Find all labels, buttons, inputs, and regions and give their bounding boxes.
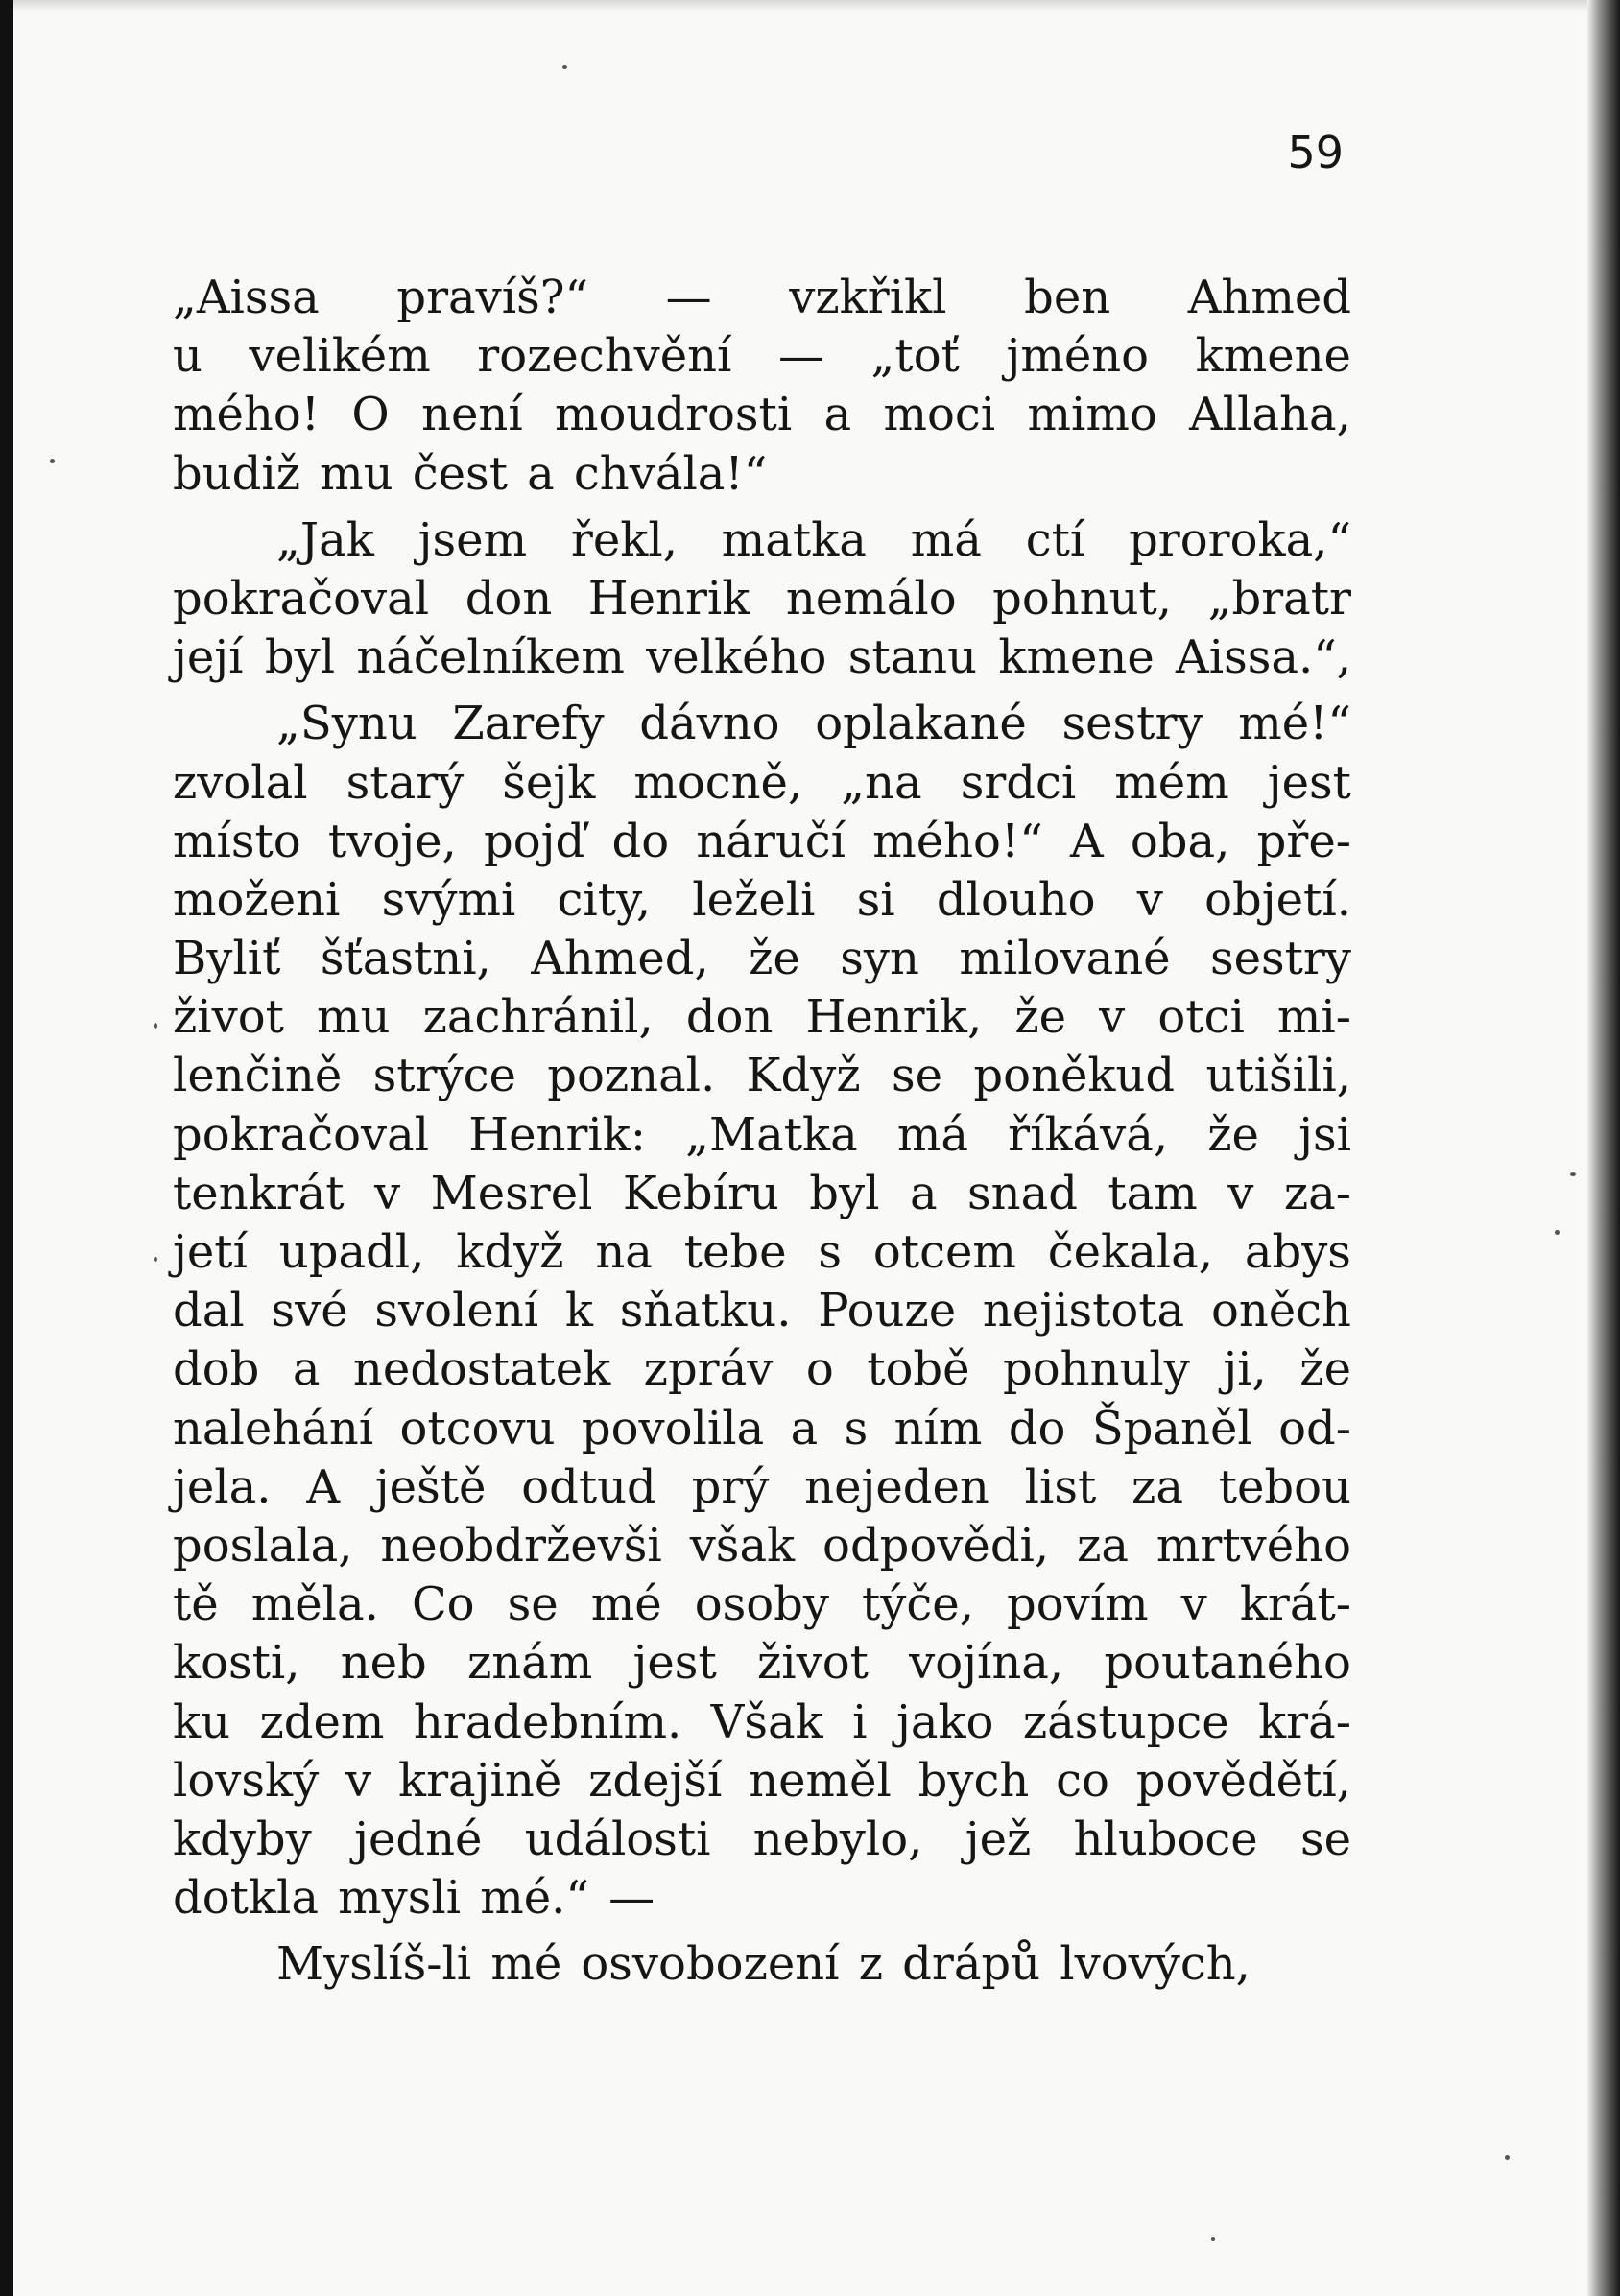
- word: svolení: [374, 1284, 539, 1338]
- scan-speck: [154, 1023, 157, 1029]
- word: život: [173, 990, 284, 1045]
- word: „Jak: [276, 512, 374, 567]
- text-line: [173, 1935, 1351, 1994]
- word: —: [777, 329, 824, 384]
- word: v: [374, 1166, 401, 1220]
- word: krát-: [1239, 1577, 1351, 1632]
- word: Když: [746, 1049, 861, 1103]
- word: Však: [710, 1694, 823, 1749]
- text-line: [173, 1047, 1351, 1105]
- word: —: [608, 1871, 655, 1926]
- scan-speck: [1570, 1172, 1576, 1176]
- word: mé: [490, 1937, 562, 1992]
- word: kosti,: [173, 1636, 300, 1691]
- word: A: [1070, 814, 1104, 868]
- word: mém: [1114, 755, 1229, 810]
- word: utišili,: [1205, 1049, 1351, 1103]
- word: v: [1227, 1166, 1254, 1220]
- word: jest: [632, 1636, 717, 1691]
- word: neobdrževši: [380, 1518, 662, 1573]
- word: tvoje,: [327, 814, 457, 868]
- word: Henrik,: [805, 990, 983, 1045]
- text-line: [173, 988, 1351, 1047]
- word: týče,: [862, 1577, 974, 1632]
- word: pojď: [484, 814, 585, 868]
- word: k: [564, 1284, 593, 1338]
- word: mimo: [1027, 388, 1157, 442]
- word: ním: [893, 1401, 983, 1456]
- word: osvobození: [581, 1937, 840, 1992]
- word: dotkla: [173, 1871, 319, 1926]
- word: krá-: [1258, 1694, 1351, 1749]
- word: lenčině: [173, 1049, 343, 1103]
- word: Henrik: [587, 571, 750, 626]
- text-line: [173, 871, 1351, 930]
- word: bych: [917, 1753, 1030, 1808]
- word: oněch: [1210, 1284, 1351, 1338]
- word: mé.“: [480, 1871, 589, 1926]
- word: zachránil,: [422, 990, 654, 1045]
- word: poutaného: [1104, 1636, 1351, 1691]
- word: s: [818, 1225, 843, 1279]
- text-line: [173, 386, 1351, 444]
- word: prý: [691, 1459, 770, 1514]
- word: a: [909, 1166, 938, 1220]
- word: v: [1180, 1577, 1207, 1632]
- word: zdejší: [588, 1753, 723, 1808]
- word: nejeden: [804, 1459, 989, 1514]
- text-line: [173, 754, 1351, 813]
- word: povolila: [581, 1401, 765, 1456]
- word: zpráv: [643, 1342, 774, 1397]
- word: mi-: [1276, 990, 1351, 1045]
- scan-speck: [1505, 2155, 1510, 2160]
- word: poněkud: [973, 1049, 1176, 1103]
- text-line: [173, 628, 1351, 687]
- text-line: [173, 1693, 1351, 1752]
- word: hluboce: [1073, 1811, 1258, 1866]
- word: nalehání: [173, 1401, 374, 1456]
- word: zdem: [259, 1694, 385, 1749]
- text-line: [173, 930, 1351, 988]
- text-line: [173, 1869, 1351, 1928]
- word: sestry: [1061, 697, 1203, 751]
- word: moci: [883, 388, 996, 442]
- word: mrtvého: [1155, 1518, 1351, 1573]
- word: budiž: [173, 446, 301, 501]
- word: ben: [1024, 271, 1111, 324]
- word: svými: [381, 872, 516, 927]
- word: odpovědi,: [822, 1518, 1050, 1573]
- word: Allaha,: [1189, 388, 1351, 442]
- word: ještě: [374, 1459, 487, 1514]
- word: tě: [173, 1577, 219, 1632]
- word: dal: [173, 1284, 245, 1338]
- word: na: [595, 1225, 653, 1279]
- word: neb: [340, 1636, 427, 1691]
- word: mé!“: [1238, 697, 1351, 751]
- text-line: [173, 1400, 1351, 1458]
- word: a: [790, 1401, 819, 1456]
- word: „na: [841, 755, 922, 810]
- word: za-: [1283, 1166, 1351, 1220]
- word: odtud: [521, 1459, 656, 1514]
- word: nemálo: [785, 571, 957, 626]
- word: Henrik:: [468, 1107, 646, 1162]
- word: za: [1132, 1459, 1183, 1514]
- text-line: [173, 511, 1351, 570]
- word: objetí.: [1204, 872, 1351, 927]
- word: mého!: [173, 388, 321, 442]
- word: tebe: [683, 1225, 787, 1279]
- word: vzkřikl: [789, 271, 947, 324]
- body-text: [173, 269, 1351, 1994]
- word: oba,: [1130, 814, 1230, 868]
- word: moženi: [173, 872, 341, 927]
- word: hradebním.: [413, 1694, 682, 1749]
- word: don: [465, 571, 553, 626]
- word: o: [805, 1342, 834, 1397]
- word: se: [892, 1049, 943, 1103]
- word: povědětí,: [1135, 1753, 1351, 1808]
- word: ctí: [1025, 512, 1085, 567]
- word: poznal.: [547, 1049, 716, 1103]
- word: list: [1024, 1459, 1097, 1514]
- word: Španěl: [1091, 1401, 1252, 1456]
- word: syn: [840, 932, 919, 986]
- word: milované: [959, 932, 1171, 986]
- text-line: [173, 1634, 1351, 1692]
- word: říkává,: [1008, 1107, 1169, 1162]
- word: mocně,: [633, 755, 803, 810]
- text-line: [173, 1752, 1351, 1811]
- word: když: [456, 1225, 564, 1279]
- word: že: [1207, 1107, 1259, 1162]
- word: pohnuly: [1003, 1342, 1190, 1397]
- scan-speck: [562, 65, 567, 69]
- word: stanu: [847, 630, 978, 685]
- text-line: [173, 695, 1351, 753]
- word: od-: [1278, 1401, 1351, 1456]
- word: šejk: [502, 755, 596, 810]
- word: se: [507, 1577, 559, 1632]
- word: má: [910, 512, 982, 567]
- word: tebou: [1218, 1459, 1351, 1514]
- text-line: [173, 570, 1351, 628]
- word: do: [1008, 1401, 1066, 1456]
- word: pohnut,: [992, 571, 1173, 626]
- word: a: [823, 388, 852, 442]
- word: má: [896, 1107, 969, 1162]
- word: matka: [721, 512, 867, 567]
- word: osoby: [694, 1577, 829, 1632]
- word: jsi: [1298, 1107, 1351, 1162]
- word: byl: [809, 1166, 880, 1220]
- word: že: [749, 932, 800, 986]
- word: jedné: [354, 1811, 483, 1866]
- word: měla.: [250, 1577, 379, 1632]
- word: Zarefy: [452, 697, 605, 751]
- word: pokračoval: [173, 1107, 430, 1162]
- word: náručí: [696, 814, 846, 868]
- word: nedostatek: [352, 1342, 611, 1397]
- word: zvolal: [173, 755, 308, 810]
- word: chvála!“: [573, 446, 768, 501]
- word: strýce: [372, 1049, 516, 1103]
- word: tobě: [867, 1342, 970, 1397]
- word: za: [1077, 1518, 1129, 1573]
- word: s: [844, 1401, 869, 1456]
- word: dávno: [639, 697, 780, 751]
- word: don: [685, 990, 774, 1045]
- word: události: [524, 1811, 711, 1866]
- word: čekala,: [1047, 1225, 1213, 1279]
- word: snad: [967, 1166, 1078, 1220]
- word: jsem: [417, 512, 528, 567]
- text-line: [173, 813, 1351, 871]
- word: a: [292, 1342, 321, 1397]
- word: jela.: [173, 1459, 272, 1514]
- word: sestry: [1209, 932, 1351, 986]
- word: krajině: [398, 1753, 562, 1808]
- word: tam: [1108, 1166, 1198, 1220]
- scan-speck: [50, 459, 55, 463]
- text-line: [173, 1517, 1351, 1575]
- word: dlouho: [936, 872, 1096, 927]
- word: jež: [965, 1811, 1032, 1866]
- word: —: [665, 271, 712, 324]
- word: čest: [412, 446, 508, 501]
- text-line: [173, 327, 1351, 386]
- word: vojína,: [909, 1636, 1064, 1691]
- word: upadl,: [278, 1225, 425, 1279]
- word: „bratr: [1207, 571, 1351, 626]
- text-line: [173, 1458, 1351, 1517]
- text-line: [173, 1282, 1351, 1340]
- word: nejistota: [982, 1284, 1185, 1338]
- word: co: [1056, 1753, 1109, 1808]
- word: otci: [1157, 990, 1245, 1045]
- word: kmene: [1195, 329, 1351, 384]
- word: srdci: [960, 755, 1077, 810]
- word: sňatku.: [619, 1284, 792, 1338]
- word: jako: [895, 1694, 994, 1749]
- word: lvových,: [1060, 1937, 1251, 1992]
- word: lovský: [173, 1753, 320, 1808]
- text-line: [173, 445, 1351, 504]
- word: kmene: [998, 630, 1155, 685]
- word: Ahmed: [1187, 271, 1351, 324]
- word: zástupce: [1022, 1694, 1229, 1749]
- text-line: [173, 269, 1351, 327]
- word: i: [852, 1694, 868, 1749]
- word: byl: [264, 630, 336, 685]
- word: pře-: [1256, 814, 1351, 868]
- word: poslala,: [173, 1518, 353, 1573]
- word: otcem: [872, 1225, 1016, 1279]
- scan-right-border: [1587, 0, 1620, 2296]
- text-line: [173, 1811, 1351, 1869]
- page-number: 59: [1287, 127, 1344, 178]
- word: mého!“: [872, 814, 1043, 868]
- word: své: [271, 1284, 348, 1338]
- word: proroka,“: [1129, 512, 1351, 567]
- word: velkého: [646, 630, 827, 685]
- word: Byliť: [173, 932, 281, 986]
- word: „Aissa: [173, 271, 320, 324]
- word: moudrosti: [555, 388, 793, 442]
- word: abys: [1244, 1225, 1351, 1279]
- word: „toť: [870, 329, 960, 384]
- word: velikém: [249, 329, 431, 384]
- word: city,: [557, 872, 652, 927]
- word: mysli: [338, 1871, 462, 1926]
- word: O: [351, 388, 390, 442]
- word: se: [1299, 1811, 1351, 1866]
- word: není: [421, 388, 523, 442]
- word: mu: [317, 990, 391, 1045]
- word: však: [689, 1518, 796, 1573]
- scan-speck: [1555, 1230, 1560, 1235]
- word: nebylo,: [752, 1811, 923, 1866]
- word: „Synu: [276, 697, 417, 751]
- text-line: [173, 1340, 1351, 1399]
- word: místo: [173, 814, 301, 868]
- text-line: [173, 1106, 1351, 1165]
- word: mu: [320, 446, 393, 501]
- word: ku: [173, 1694, 230, 1749]
- word: náčelníkem: [356, 630, 625, 685]
- word: drápů: [902, 1937, 1041, 1992]
- word: pravíš?“: [396, 271, 589, 324]
- text-line: [173, 1223, 1351, 1282]
- word: Ahmed,: [531, 932, 709, 986]
- word: a: [527, 446, 555, 501]
- word: tenkrát: [173, 1166, 345, 1220]
- word: neměl: [749, 1753, 892, 1808]
- scan-left-border: [0, 0, 13, 2296]
- word: „Matka: [685, 1107, 858, 1162]
- word: v: [1099, 990, 1126, 1045]
- page-top-shadow: [13, 0, 1587, 12]
- word: v: [1136, 872, 1163, 927]
- scan-speck: [154, 1257, 157, 1262]
- text-line: [173, 1165, 1351, 1223]
- word: Pouze: [818, 1284, 957, 1338]
- word: řekl,: [570, 512, 678, 567]
- word: v: [345, 1753, 372, 1808]
- word: Co: [411, 1577, 475, 1632]
- word: A: [306, 1459, 340, 1514]
- word: mé: [590, 1577, 662, 1632]
- word: že: [1014, 990, 1067, 1045]
- word: u: [173, 329, 202, 384]
- word: kdyby: [173, 1811, 312, 1866]
- word: otcovu: [399, 1401, 556, 1456]
- text-line: [173, 1575, 1351, 1634]
- word: z: [858, 1937, 883, 1992]
- word: život: [756, 1636, 869, 1691]
- word: povím: [1007, 1577, 1149, 1632]
- word: šťastni,: [320, 932, 491, 986]
- word: oplakané: [815, 697, 1027, 751]
- word: si: [856, 872, 895, 927]
- word: jetí: [173, 1225, 248, 1279]
- word: Myslíš-li: [276, 1937, 472, 1992]
- word: pokračoval: [173, 571, 430, 626]
- word: rozechvění: [477, 329, 732, 384]
- word: jméno: [1006, 329, 1150, 384]
- word: Mesrel: [430, 1166, 593, 1220]
- word: do: [611, 814, 670, 868]
- word: leželi: [692, 872, 816, 927]
- scan-speck: [1211, 2237, 1215, 2241]
- word: starý: [345, 755, 465, 810]
- word: jest: [1267, 755, 1351, 810]
- word: že: [1299, 1342, 1351, 1397]
- word: Kebíru: [622, 1166, 779, 1220]
- word: znám: [466, 1636, 593, 1691]
- word: dob: [173, 1342, 260, 1397]
- word: její: [173, 630, 244, 685]
- word: ji,: [1223, 1342, 1267, 1397]
- word: Aissa.“,: [1176, 630, 1351, 685]
